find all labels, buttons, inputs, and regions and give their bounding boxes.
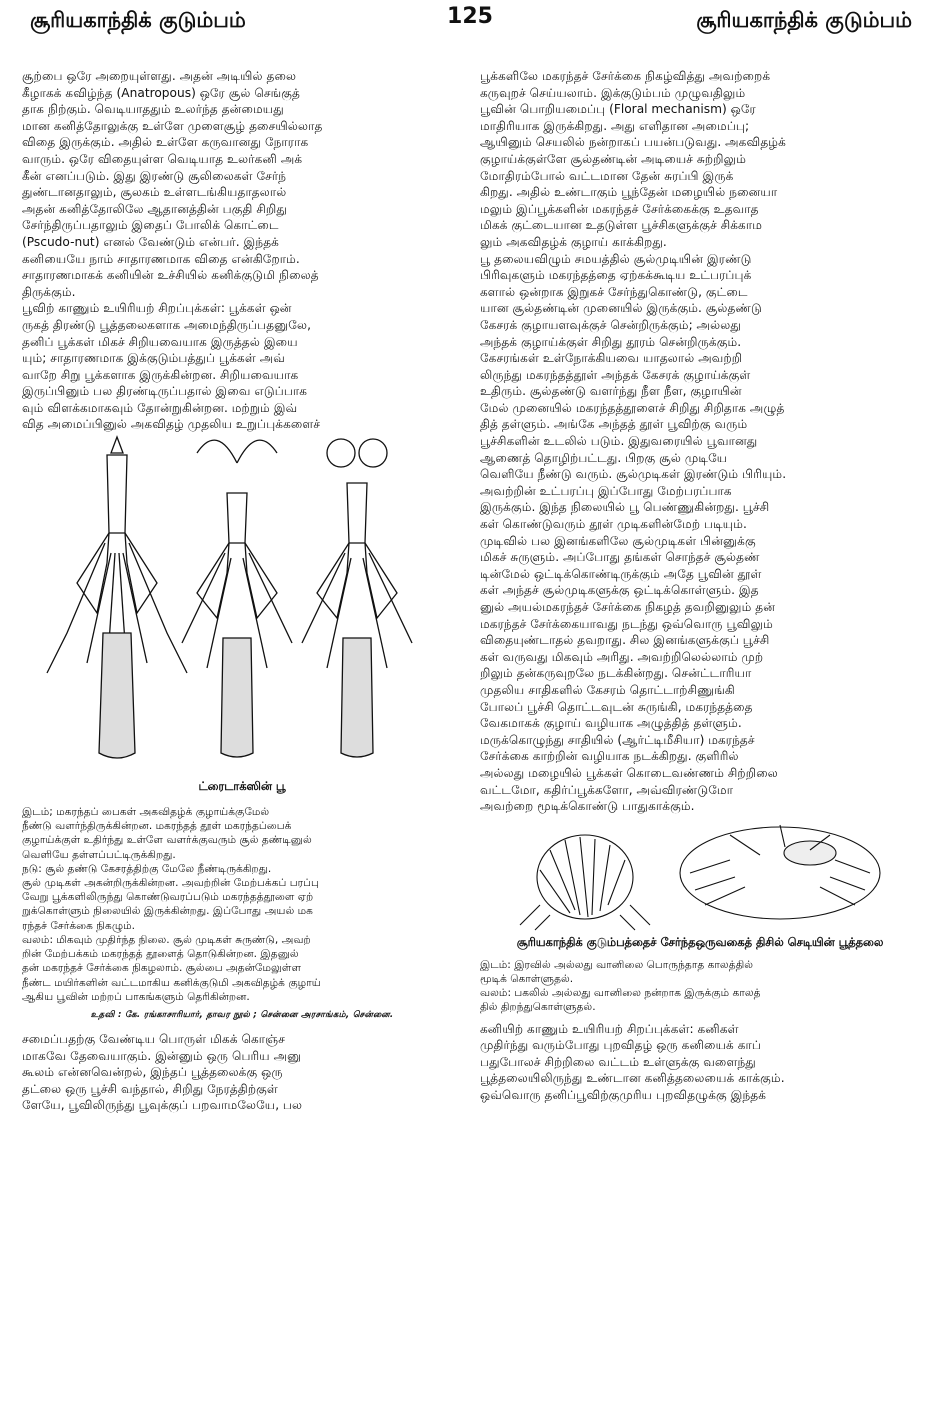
text-line: கள் கொண்டுவரும் தூள் முடிகளின்மேற் படியும். xyxy=(480,517,747,532)
text-line: மிகச் சுருளும். அப்போது தங்கள் சொந்தச் சூல்தண் xyxy=(480,550,760,565)
text-line: தன் மகரந்தச் சேர்க்கை நிகழலாம். சூல்பை அதன்மேலுள்ள xyxy=(22,962,302,975)
text-line: முதலிய சாதிகளில் கேசரம் தொட்டாற்சிணுங்கி xyxy=(480,682,735,697)
left-para-2 xyxy=(22,300,462,433)
running-header-left: சூரியகாந்திக் குடும்பம் xyxy=(30,8,246,32)
text-line: வாரும். ஒரே விதையுள்ள வெடியாத உலர்கனி அக் xyxy=(22,151,303,166)
text-line: துண்டானதாலும், சூலகம் உள்ளடங்கியதாதலால் xyxy=(22,185,287,200)
text-line: பூச்சிகளின் உடலில் படும். இதுவரையில் பூவானது xyxy=(480,434,758,449)
text-line: ரந்தச் சேர்க்கை நிகழும். xyxy=(22,919,136,932)
text-line: வலம்: பகலில் அல்லது வானிலை நன்றாக இருக்கும் காலத் xyxy=(480,987,761,1000)
text-line: உதிரும். சூல்தண்டு வளர்ந்து நீள நீள, குழாயின் xyxy=(480,384,742,399)
text-line: போலப் பூச்சி தொட்டவுடன் சுருங்கி, மகரந்தத்தை xyxy=(480,699,753,714)
text-line: சேர்ந்திருப்பதாலும் இதைப் போலிக் கொட்டை xyxy=(22,218,279,233)
text-line: ஆயினும் செயலில் நன்றாகப் பயன்படுவது. அகவிதழ்க் xyxy=(480,135,786,150)
text-line: இடம்: இரவில் அல்லது வானிலை பொருந்தாத காலத்தில் xyxy=(480,958,754,971)
text-line: (Pscudo-nut) எனல் வேண்டும் என்பர். இந்தக் xyxy=(22,234,279,249)
text-line: றிலும் தன்கருவுறலே நடக்கின்றது. சென்ட்டாரியா xyxy=(480,666,752,681)
text-line: பூவிற் காணும் உயிரியற் சிறப்புக்கள்: பூக்கள் ஒன் xyxy=(22,301,292,316)
text-line: சாதாரணமாகக் கனியின் உச்சியில் கனிக்குடுமி நிலைத் xyxy=(22,268,319,283)
text-line: வட்டமோ, கதிர்ப்பூக்களோ, அவ்விரண்டுமோ xyxy=(480,782,734,797)
text-line: கள் அந்தச் சூல்முடிகளுக்கு ஒட்டிக்கொள்ளும். இத xyxy=(480,583,759,598)
text-line: யான சூல்தண்டின் முனையில் இருக்கும். சூல்தண்டு xyxy=(480,301,762,316)
text-line: இருக்கும். இந்த நிலையில் பூ பெண்ணுகின்றது. பூச்சி xyxy=(480,500,770,515)
page-number: 125 xyxy=(447,4,493,29)
text-line: கனியிற் காணும் உயிரியற் சிறப்புக்கள்: கனிகள் xyxy=(480,1021,739,1036)
text-line: மான கனித்தோலுக்கு உள்ளே முளைசூழ் தசையில்லாத xyxy=(22,118,323,133)
text-line: அல்லது மழையில் பூக்கள் கொடைவண்ணம் சிற்றிலை xyxy=(480,765,778,780)
text-line: கேசரங்கள் உள்நோக்கியவை யாதலால் அவற்றி xyxy=(480,351,743,366)
text-line: சூரியகாந்திக் குடும்பத்தைச் சேர்ந்த xyxy=(516,934,696,949)
text-line: ஆகிய பூவின் மற்றப் பாகங்களும் தெரிகின்றன. xyxy=(22,990,250,1003)
text-line: கள் வருவது மிகவும் அரிது. அவற்றிலெல்லாம் முற் xyxy=(480,649,764,664)
text-line: முடிவில் பல இனங்களிலே சூல்முடிகள் பின்னுக்கு xyxy=(480,533,756,548)
right-column xyxy=(480,68,920,1104)
text-line: தில் திறந்துகொள்ளுதல். xyxy=(480,1001,596,1014)
text-line: இருப்பினும் பல திரண்டிருப்பதால் இவை எடுப்பாக xyxy=(22,384,308,399)
text-line: அவற்றின் உட்பரப்பு இப்போது மேற்பரப்பாக xyxy=(480,483,732,498)
figure-credit: உதவி : கே. ரங்காசாரியார், தாவர நூல் ; சென்னை அரசாங்கம், சென்னை. xyxy=(90,1009,394,1020)
text-line: கீழாகக் கவிழ்ந்த (Anatropous) ஒரே சூல் செங்குத் xyxy=(22,85,300,100)
tridax-figure-caption: ட்ரைடாக்ஸின் பூ xyxy=(198,779,286,794)
thistle-head-figure xyxy=(480,815,920,933)
left-para-1 xyxy=(22,68,462,300)
text-line: பிரிவுகளும் மகரந்தத்தை ஏற்கக்கூடிய உட்பரப்புக் xyxy=(480,268,752,283)
text-line: கனியையே நாம் சாதாரணமாக விதை என்கிறோம். xyxy=(22,251,300,266)
text-line: சேர்க்கை காற்றின் வழியாக நடக்கிறது. குளிரில் xyxy=(480,749,739,764)
text-line: நீண்ட மயிர்களின் வட்டமாகிய கனிக்குடுமி அகவிதழ்க் குழாய் xyxy=(22,976,321,989)
text-line: சூற்பை ஒரே அறையுள்ளது. அதன் அடியில் தலை xyxy=(22,69,297,83)
text-line: வலம்: மிகவும் முதிர்ந்த நிலை. சூல் முடிகள் சுருண்டு, அவற் xyxy=(22,933,311,946)
text-line: சமைப்பதற்கு வேண்டிய பொருள் மிகக் கொஞ்ச xyxy=(22,1031,285,1046)
flower-stage-right xyxy=(302,439,412,757)
text-line: வும் விளக்கமாகவும் தோன்றுகின்றன. மற்றும் இவ் xyxy=(22,400,298,415)
running-header-right: சூரியகாந்திக் குடும்பம் xyxy=(696,8,912,32)
text-line: ருகத் திரண்டு பூத்தலைகளாக அமைந்திருப்பதனுலே, xyxy=(22,317,311,332)
text-line: கீன் எனப்படும். இது இரண்டு சூலிலைகள் சேர்ந் xyxy=(22,168,287,183)
text-line: வாறே சிறு பூக்களாக இருக்கின்றன. சிறியவையாக xyxy=(22,367,299,382)
text-line: மூடிக் கொள்ளுதல். xyxy=(480,972,574,985)
text-line: ளேயே, பூவிலிருந்து பூவுக்குப் பறவாமலேயே, பல xyxy=(22,1098,303,1113)
right-para-3 xyxy=(480,1021,920,1104)
text-line: களால் ஒன்றாக இறுகச் சேர்ந்துகொண்டு, குட்டை xyxy=(480,284,748,299)
text-line: பூத்தலையிலிருந்து உண்டான கனித்தலையைக் காக்கும். xyxy=(480,1071,785,1086)
text-line: லிருந்து மகரந்தத்தூள் அந்தக் கேசரக் குழாய்க்குள் xyxy=(480,367,751,382)
text-line: மாதிரியாக இருக்கிறது. அது எளிதான அமைப்பு; xyxy=(480,118,750,133)
text-line: ஆணைத் தொழிற்பட்டது. பிறகு சூல் முடியே xyxy=(480,450,728,465)
thistle-head-illustration xyxy=(480,815,920,933)
right-para-2 xyxy=(480,251,920,815)
text-line: தித் தள்ளும். அங்கே அந்தத் தூள் பூவிற்கு வரும் xyxy=(480,417,748,432)
text-line: மோதிரம்போல் வட்டமான தேன் சுரப்பி இருக் xyxy=(480,168,734,183)
tridax-flower-illustration xyxy=(22,433,462,773)
text-line: இடம்; மகரந்தப் பைகள் அகவிதழ்க் குழாய்க்குமேல் xyxy=(22,806,270,819)
text-line: லும் அகவிதழ்க் குழாய் காக்கிறது. xyxy=(480,234,667,249)
text-line: வெளியே நீண்டு வரும். சூல்முடிகள் இரண்டும் பிரியும். xyxy=(480,467,787,482)
thistle-figure-caption xyxy=(480,935,920,950)
text-line: நீண்டு வளர்ந்திருக்கின்றன. மகரந்தத் தூள் மகரந்தப்பைக் xyxy=(22,820,292,833)
text-line: அவற்றை மூடிக்கொண்டு பாதுகாக்கும். xyxy=(480,799,695,814)
text-line: கூலம் என்னவென்றல், இந்தப் பூத்தலைக்கு ஒரு xyxy=(22,1065,283,1080)
text-line: வேறு பூக்களிலிருந்து கொண்டுவரப்படும் மகரந்தத்தூளை ஏற் xyxy=(22,891,314,904)
text-line: மிகக் குட்டையான உதடுள்ள பூச்சிகளுக்குச் சிக்காம xyxy=(480,218,763,233)
text-line: நடு: சூல் தண்டு கேசரத்திற்கு மேலே நீண்டிருக்கிறது. xyxy=(22,862,272,875)
tridax-figure-notes xyxy=(22,805,462,1004)
left-column xyxy=(22,68,462,1114)
thistle-figure-notes xyxy=(480,958,920,1015)
text-line: பூ தலையவிழும் சமயத்தில் சூல்முடியின் இரண்டு xyxy=(480,251,752,266)
text-line: முதிர்ந்து வரும்போது புறவிதழ் ஒரு கனியைக் காப் xyxy=(480,1038,761,1053)
text-line: குழாய்க்குள் உதிர்ந்து உள்ளே வளர்க்குவரும் சூல் தண்டினுல் xyxy=(22,834,312,847)
flower-stage-middle xyxy=(182,440,292,757)
text-line: வித அமைப்பினுல் அகவிதழ் முதலிய உறுப்புக்களைச் xyxy=(22,417,321,432)
text-line: றின் மேற்பக்கம் மகரந்தத் தூளைத் தொடுகின்றன. இதனுல் xyxy=(22,948,299,961)
text-line: சூல் முடிகள் அகன்றிருக்கின்றன. அவற்றின் மேற்பக்கப் பரப்பு xyxy=(22,877,319,890)
text-line: வெளியே தள்ளப்பட்டிருக்கிறது. xyxy=(22,848,176,861)
thistle-closed-head xyxy=(520,835,650,930)
flower-stage-left xyxy=(47,437,187,758)
text-line: டின்மேல் ஒட்டிக்கொண்டிருக்கும் அதே பூவின் தூள் xyxy=(480,566,762,581)
text-line: பூக்களிலே மகரந்தச் சேர்க்கை நிகழ்வித்து அவற்றைக் xyxy=(480,69,771,83)
text-line: வேகமாகக் குழாய் வழியாக அழுத்தித் தள்ளும். xyxy=(480,716,742,731)
text-line: கருவுறச் செய்யலாம். இக்குடும்பம் முழுவதிலும் xyxy=(480,85,746,100)
text-line: யும்; சாதாரணமாக இக்குடும்பத்துப் பூக்கள் அவ் xyxy=(22,351,285,366)
text-line: திருக்கும். xyxy=(22,284,76,299)
text-line: கிறது. அதில் உண்டாகும் பூந்தேன் மழையில் நனையா xyxy=(480,185,778,200)
text-line: அதன் கனித்தோலிலே ஆதானத்தின் பகுதி சிறிது xyxy=(22,201,287,216)
text-line: னுல் அயல்மகரந்தச் சேர்க்கை நிகழத் தவறினுலும் தன் xyxy=(480,600,776,614)
text-line: மருக்கொழுந்து சாதியில் (ஆர்ட்டிமீசியா) மகரந்தச் xyxy=(480,732,755,747)
right-para-1 xyxy=(480,68,920,251)
text-line: தனிப் பூக்கள் மிகச் சிறியவையாக இருத்தல் இயை xyxy=(22,334,298,349)
text-line: அந்தக் குழாய்க்குள் சிறிது தூரம் சென்றிருக்கும். xyxy=(480,334,742,349)
text-line: கேசரக் குழாயளவுக்குச் சென்றிருக்கும்; அல்லது xyxy=(480,317,741,332)
text-line: ஒவ்வொரு தனிப்பூவிற்குமுரிய புறவிதழுக்கு இந்தக் xyxy=(480,1087,767,1102)
text-line: மேல் முனையில் மகரந்தத்தூளைச் சிறிது சிறிதாக அழுத் xyxy=(480,400,785,415)
text-line: விதை இருக்கும். அதில் உள்ளே கருவானது நோராக xyxy=(22,135,309,150)
text-line: மாகவே தேவையாகும். இன்னும் ஒரு பெரிய அனு xyxy=(22,1048,302,1063)
text-line: பதுபோலச் சிற்றிலை வட்டம் உள்ளுக்கு வளைந்து xyxy=(480,1054,756,1069)
thistle-open-head xyxy=(680,825,880,919)
text-line: றுக்கொள்ளும் நிலையில் இருக்கின்றது. இப்போது அயல் மக xyxy=(22,905,313,918)
text-line: தாக நிற்கும். வெடியாததும் உலர்ந்த தன்மையது xyxy=(22,102,284,117)
text-line: விதையுண்டாதல் தவறாது. சில இனங்களுக்குப் பூச்சி xyxy=(480,633,770,648)
text-line: தட்லை ஒரு பூச்சி வந்தால், சிறிது நேரத்திற்குள் xyxy=(22,1081,278,1096)
text-line: குழாய்க்குள்ளே சூல்தண்டின் அடியைச் சுற்றிலும் xyxy=(480,151,747,166)
left-para-3 xyxy=(22,1031,462,1114)
text-line: மலும் இப்பூக்களின் மகரந்தச் சேர்க்கைக்கு உதவாத xyxy=(480,201,759,216)
tridax-flower-figure xyxy=(22,433,462,773)
text-line: மகரந்தச் சேர்க்கையாவது நடந்து ஒவ்வொரு பூவிலும் xyxy=(480,616,773,631)
text-line: ஒருவகைத் திசில் செடியின் பூத்தலை xyxy=(695,934,884,949)
text-line: பூவின் பொறியமைப்பு (Floral mechanism) ஒரே xyxy=(480,102,756,117)
